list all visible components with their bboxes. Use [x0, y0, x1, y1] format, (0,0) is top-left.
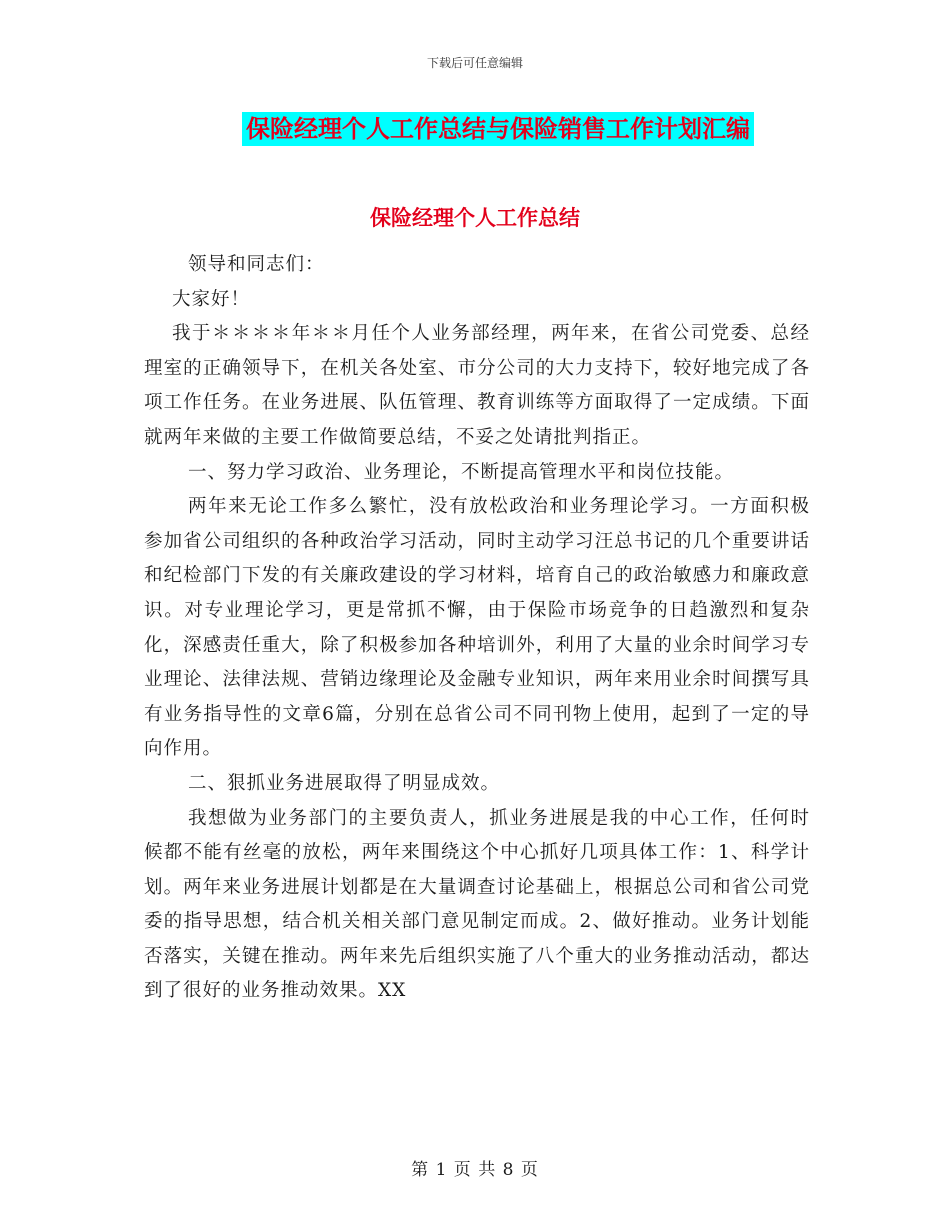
paragraph-business: 我想做为业务部门的主要负责人，抓业务进展是我的中心工作，任何时候都不能有丝毫的放松，两年来围绕这个中心抓好几项具体工作：1、科学计划。两年来业务进展计划都是在大量调查讨论基础上，根据总公司和省公司党委的指导思想，结合机关相关部门意见制定而成。2、做好推动。业务计划能否落实，关键在推动。两年来先后组织实施了八个重大的业务推动活动，都达到了很好的业务推动效果。XX [144, 807, 810, 1002]
page-number: 第 1 页 共 8 页 [411, 1160, 539, 1180]
salutation: 领导和同志们： [188, 254, 325, 275]
document-body [144, 248, 810, 1009]
paragraph-study: 两年来无论工作多么繁忙，没有放松政治和业务理论学习。一方面积极参加省公司组织的各种政治学习活动，同时主动学习汪总书记的几个重要讲话和纪检部门下发的有关廉政建设的学习材料，培育自己的政治敏感力和廉政意识。对专业理论学习，更是常抓不懈，由于保险市场竞争的日趋激烈和复杂化，深感责任重大，除了积极参加各种培训外，利用了大量的业余时间学习专业理论、法律法规、营销边缘理论及金融专业知识，两年来用业余时间撰写具有业务指导性的文章6篇，分别在总省公司不同刊物上使用，起到了一定的导向作用。 [144, 496, 810, 760]
document-title-container [0, 112, 950, 146]
header-note: 下载后可任意编辑 [426, 56, 523, 70]
heading-two: 二、狠抓业务进展取得了明显成效。 [188, 772, 501, 794]
section-title: 保险经理个人工作总结 [370, 206, 580, 230]
paragraph-intro: 我于＊＊＊＊年＊＊月任个人业务部经理，两年来，在省公司党委、总经理室的正确领导下，在机关各处室、市分公司的大力支持下，较好地完成了各项工作任务。在业务进展、队伍管理、教育训练等方面取得了一定成绩。下面就两年来做的主要工作做简要总结，不妥之处请批判指正。 [144, 323, 810, 448]
document-title: 保险经理个人工作总结与保险销售工作计划汇编 [242, 112, 754, 146]
heading-one: 一、努力学习政治、业务理论，不断提高管理水平和岗位技能。 [188, 461, 735, 483]
greeting: 大家好！ [172, 288, 251, 310]
